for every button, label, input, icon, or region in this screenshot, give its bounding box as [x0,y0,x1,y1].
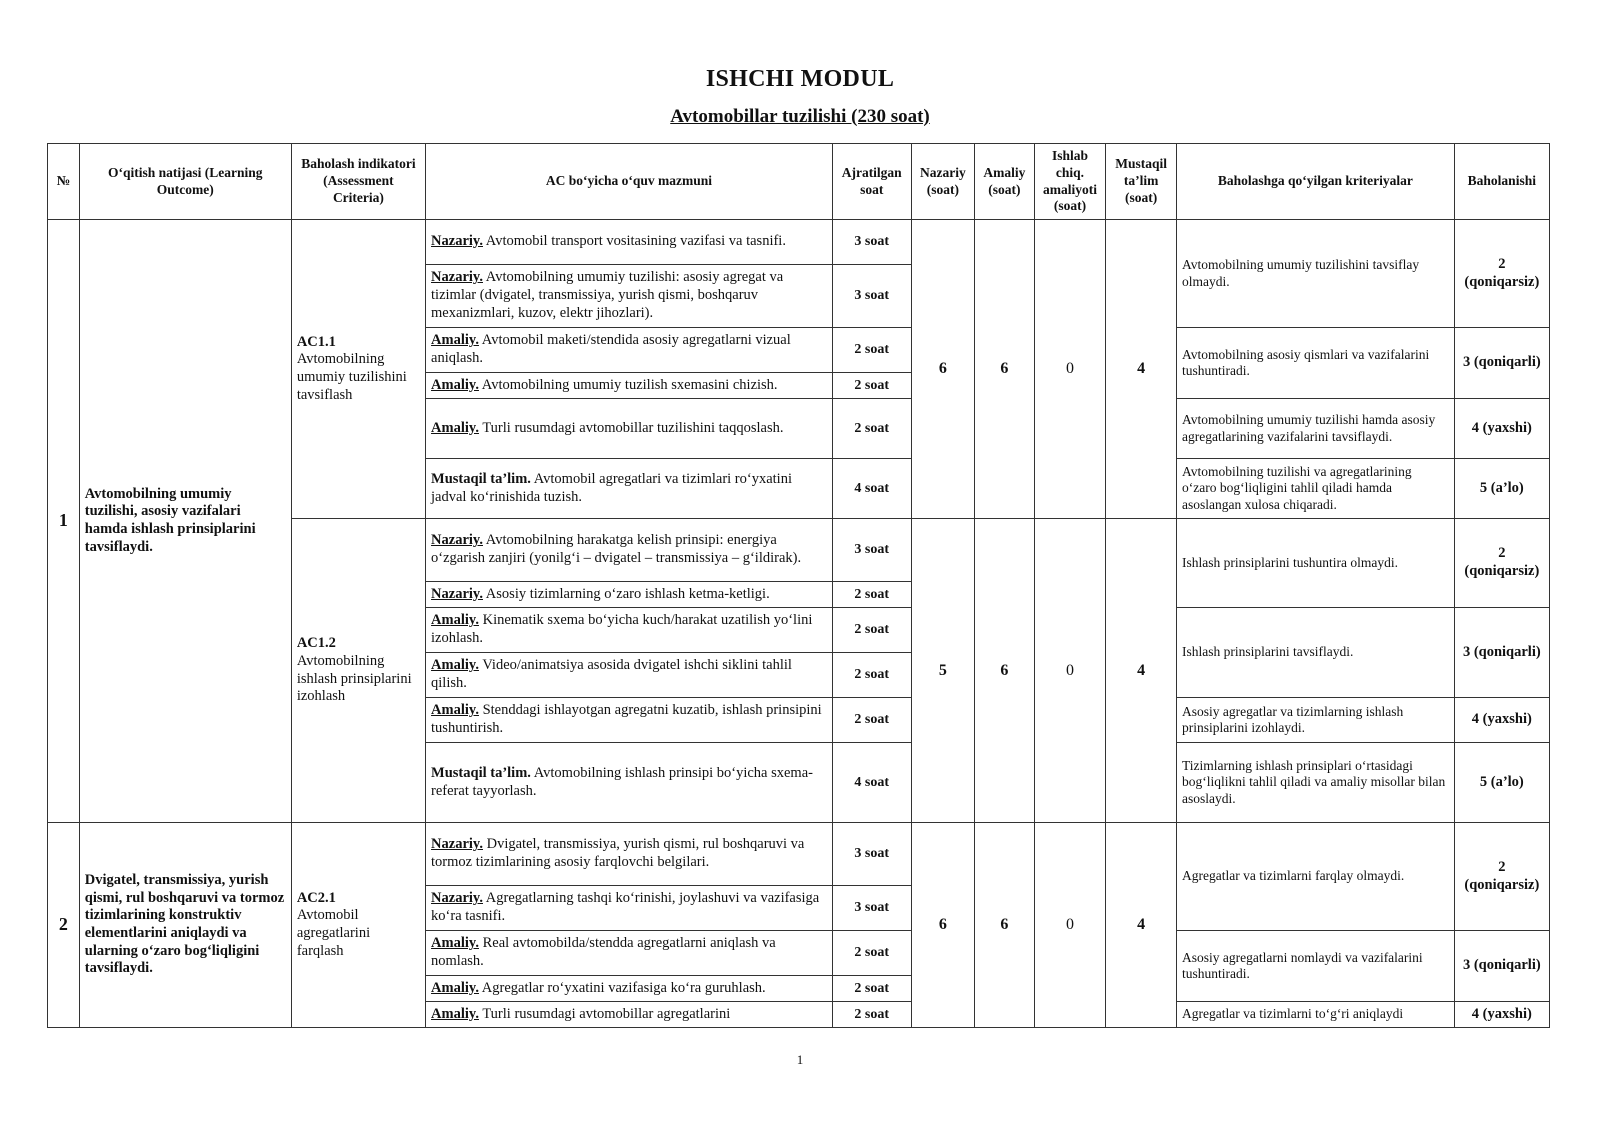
allotted-hours: 2 soat [832,698,911,743]
ac-text: Avtomobilning ishlash prinsiplarini izohlash [296,652,412,705]
content-text: Turli rusumdagi avtomobillar tuzilishini taqqoslash. [478,419,784,436]
content-kind: Amaliy. [431,419,479,436]
table-row [48,220,1550,265]
col-header-criteria: Baholashga qo‘yilgan kriteriyalar [1177,144,1455,220]
content-text: Agregatlarning tashqi ko‘rinishi, joylashuvi va vazifasiga ko‘ra tasnifi. [431,890,820,924]
content-item [426,1002,833,1028]
criteria-text: Avtomobilning umumiy tuzilishini tavsiflay olmaydi. [1177,220,1455,328]
allotted-hours: 3 soat [832,886,911,931]
grade: 5 (a’lo) [1454,459,1549,519]
content-text: Avtomobilning harakatga kelish prinsipi: energiya o‘zgarish zanjiri (yonilg‘i – dvigatel – transmissiya – g‘ildirak). [431,532,802,566]
col-header-grade: Baholanishi [1454,144,1549,220]
col-header-theory-hours: Nazariy (soat) [911,144,975,220]
content-item [426,698,833,743]
content-text: Avtomobilning ishlash prinsipi bo‘yicha sxema-referat tayyorlash. [431,764,813,799]
col-header-learning-outcome: O‘qitish natijasi (Learning Outcome) [79,144,291,220]
learning-outcome: Dvigatel, transmissiya, yurish qismi, rul boshqaruvi va tormoz tizimlarining konstruktiv elementlarini aniqlaydi va ularning o‘zaro bog‘liqligini tavsiflaydi. [79,823,291,1028]
content-item [426,931,833,976]
content-text: Avtomobil transport vositasining vazifasi va tasnifi. [482,233,786,250]
content-item [426,220,833,265]
learning-outcome: Avtomobilning umumiy tuzilishi, asosiy vazifalari hamda ishlash prinsiplarini tavsiflaydi. [79,220,291,823]
module-table [47,143,1550,1028]
col-header-practice-hours: Amaliy (soat) [975,144,1034,220]
content-kind: Amaliy. [431,1005,479,1022]
table-row [48,823,1550,886]
content-item [426,823,833,886]
grade: 4 (yaxshi) [1454,698,1549,743]
content-item [426,519,833,582]
table-header-row [48,144,1550,220]
content-item [426,608,833,653]
criteria-text: Avtomobilning asosiy qismlari va vazifalarini tushuntiradi. [1177,328,1455,399]
production-hours: 0 [1034,519,1106,823]
content-item [426,582,833,608]
grade: 5 (a’lo) [1454,743,1549,823]
content-text: Stenddagi ishlayotgan agregatni kuzatib, ishlash prinsipini tushuntirish. [431,702,822,736]
theory-hours: 6 [911,823,975,1028]
grade: 3 (qoniqarli) [1454,931,1549,1002]
content-text: Avtomobilning umumiy tuzilishi: asosiy agregat va tizimlar (dvigatel, transmissiya, yurish qismi, boshqaruv mexanizmlari, kuzov, elektr jihozlari). [431,269,784,321]
grade: 2 (qoniqarsiz) [1454,823,1549,931]
content-kind: Amaliy. [431,332,479,349]
allotted-hours: 2 soat [832,653,911,698]
ac-code: AC1.2 [296,635,336,652]
allotted-hours: 3 soat [832,265,911,328]
content-text: Real avtomobilda/stendda agregatlarni aniqlash va nomlash. [431,935,776,969]
content-kind: Mustaqil ta’lim. [431,470,531,487]
content-item [426,653,833,698]
assessment-criteria [291,220,425,519]
practice-hours: 6 [975,823,1034,1028]
criteria-text: Avtomobilning umumiy tuzilishi hamda asosiy agregatlarining vazifalarini tavsiflaydi. [1177,399,1455,459]
allotted-hours: 3 soat [832,519,911,582]
content-item [426,459,833,519]
ac-code: AC1.1 [296,333,336,350]
criteria-text: Ishlash prinsiplarini tushuntira olmaydi. [1177,519,1455,608]
content-kind: Nazariy. [431,585,483,602]
allotted-hours: 3 soat [832,823,911,886]
grade: 3 (qoniqarli) [1454,328,1549,399]
allotted-hours: 2 soat [832,373,911,399]
page-subtitle: Avtomobillar tuzilishi (230 soat) [670,106,930,127]
allotted-hours: 2 soat [832,399,911,459]
ac-text: Avtomobilning umumiy tuzilishini tavsiflash [296,351,407,403]
grade: 4 (yaxshi) [1454,399,1549,459]
grade: 2 (qoniqarsiz) [1454,519,1549,608]
allotted-hours: 2 soat [832,328,911,373]
content-item [426,399,833,459]
row-number: 2 [48,823,80,1028]
content-item [426,265,833,328]
assessment-criteria [291,823,425,1028]
criteria-text: Ishlash prinsiplarini tavsiflaydi. [1177,608,1455,698]
criteria-text: Tizimlarning ishlash prinsiplari o‘rtasidagi bog‘liqlikni tahlil qiladi va amaliy misollar bilan asoslaydi. [1177,743,1455,823]
col-header-production-hours: Ishlab chiq. amaliyoti (soat) [1034,144,1106,220]
allotted-hours: 4 soat [832,743,911,823]
content-kind: Amaliy. [431,376,479,393]
content-item [426,328,833,373]
grade: 3 (qoniqarli) [1454,608,1549,698]
criteria-text: Asosiy agregatlarni nomlaydi va vazifalarini tushuntiradi. [1177,931,1455,1002]
self-study-hours: 4 [1106,519,1177,823]
content-text: Agregatlar ro‘yxatini vazifasiga ko‘ra guruhlash. [478,979,766,996]
self-study-hours: 4 [1106,823,1177,1028]
content-kind: Amaliy. [431,657,479,674]
content-kind: Nazariy. [431,233,483,250]
content-text: Video/animatsiya asosida dvigatel ishchi siklini tahlil qilish. [431,657,792,691]
content-item [426,373,833,399]
grade: 2 (qoniqarsiz) [1454,220,1549,328]
ac-text: Avtomobil agregatlarini farqlash [296,907,371,959]
criteria-text: Avtomobilning tuzilishi va agregatlarining o‘zaro bog‘liqligini tahlil qiladi hamda asoslangan xulosa chiqaradi. [1177,459,1455,519]
content-kind: Nazariy. [431,269,483,286]
content-kind: Nazariy. [431,836,483,853]
ac-code: AC2.1 [296,889,336,906]
content-text: Kinematik sxema bo‘yicha kuch/harakat uzatilish yo‘lini izohlash. [431,612,813,646]
content-text: Avtomobil agregatlari va tizimlari ro‘yxatini jadval ko‘rinishida tuzish. [431,470,792,505]
criteria-text: Agregatlar va tizimlarni to‘g‘ri aniqlaydi [1177,1002,1455,1028]
content-kind: Nazariy. [431,532,483,549]
content-kind: Nazariy. [431,890,483,907]
allotted-hours: 2 soat [832,976,911,1002]
allotted-hours: 3 soat [832,220,911,265]
content-kind: Amaliy. [431,979,479,996]
col-header-assessment-criteria: Baholash indikatori (Assessment Criteria) [291,144,425,220]
allotted-hours: 2 soat [832,582,911,608]
production-hours: 0 [1034,220,1106,519]
practice-hours: 6 [975,519,1034,823]
page-number: 1 [796,1052,804,1067]
content-item [426,976,833,1002]
row-number: 1 [48,220,80,823]
allotted-hours: 2 soat [832,1002,911,1028]
assessment-criteria [291,519,425,823]
criteria-text: Asosiy agregatlar va tizimlarning ishlash prinsiplarini izohlaydi. [1177,698,1455,743]
content-kind: Amaliy. [431,702,479,719]
col-header-self-study-hours: Mustaqil ta’lim (soat) [1106,144,1177,220]
content-kind: Amaliy. [431,935,479,952]
grade: 4 (yaxshi) [1454,1002,1549,1028]
production-hours: 0 [1034,823,1106,1028]
practice-hours: 6 [975,220,1034,519]
content-text: Dvigatel, transmissiya, yurish qismi, rul boshqaruvi va tormoz tizimlarining asosiy farqlovchi belgilari. [431,836,805,870]
col-header-content: AC bo‘yicha o‘quv mazmuni [426,144,833,220]
content-item [426,886,833,931]
content-text: Turli rusumdagi avtomobillar agregatlarini [478,1005,731,1022]
content-text: Asosiy tizimlarning o‘zaro ishlash ketma-ketligi. [482,585,770,602]
col-header-num: № [48,144,80,220]
page-title: ISHCHI MODUL [705,66,895,92]
content-item [426,743,833,823]
content-text: Avtomobil maketi/stendida asosiy agregatlarni vizual aniqlash. [431,332,791,366]
col-header-allotted-hours: Ajratilgan soat [832,144,911,220]
theory-hours: 5 [911,519,975,823]
allotted-hours: 2 soat [832,608,911,653]
theory-hours: 6 [911,220,975,519]
content-kind: Amaliy. [431,612,479,629]
content-text: Avtomobilning umumiy tuzilish sxemasini chizish. [478,376,778,393]
allotted-hours: 4 soat [832,459,911,519]
criteria-text: Agregatlar va tizimlarni farqlay olmaydi. [1177,823,1455,931]
content-kind: Mustaqil ta’lim. [431,764,531,781]
allotted-hours: 2 soat [832,931,911,976]
self-study-hours: 4 [1106,220,1177,519]
